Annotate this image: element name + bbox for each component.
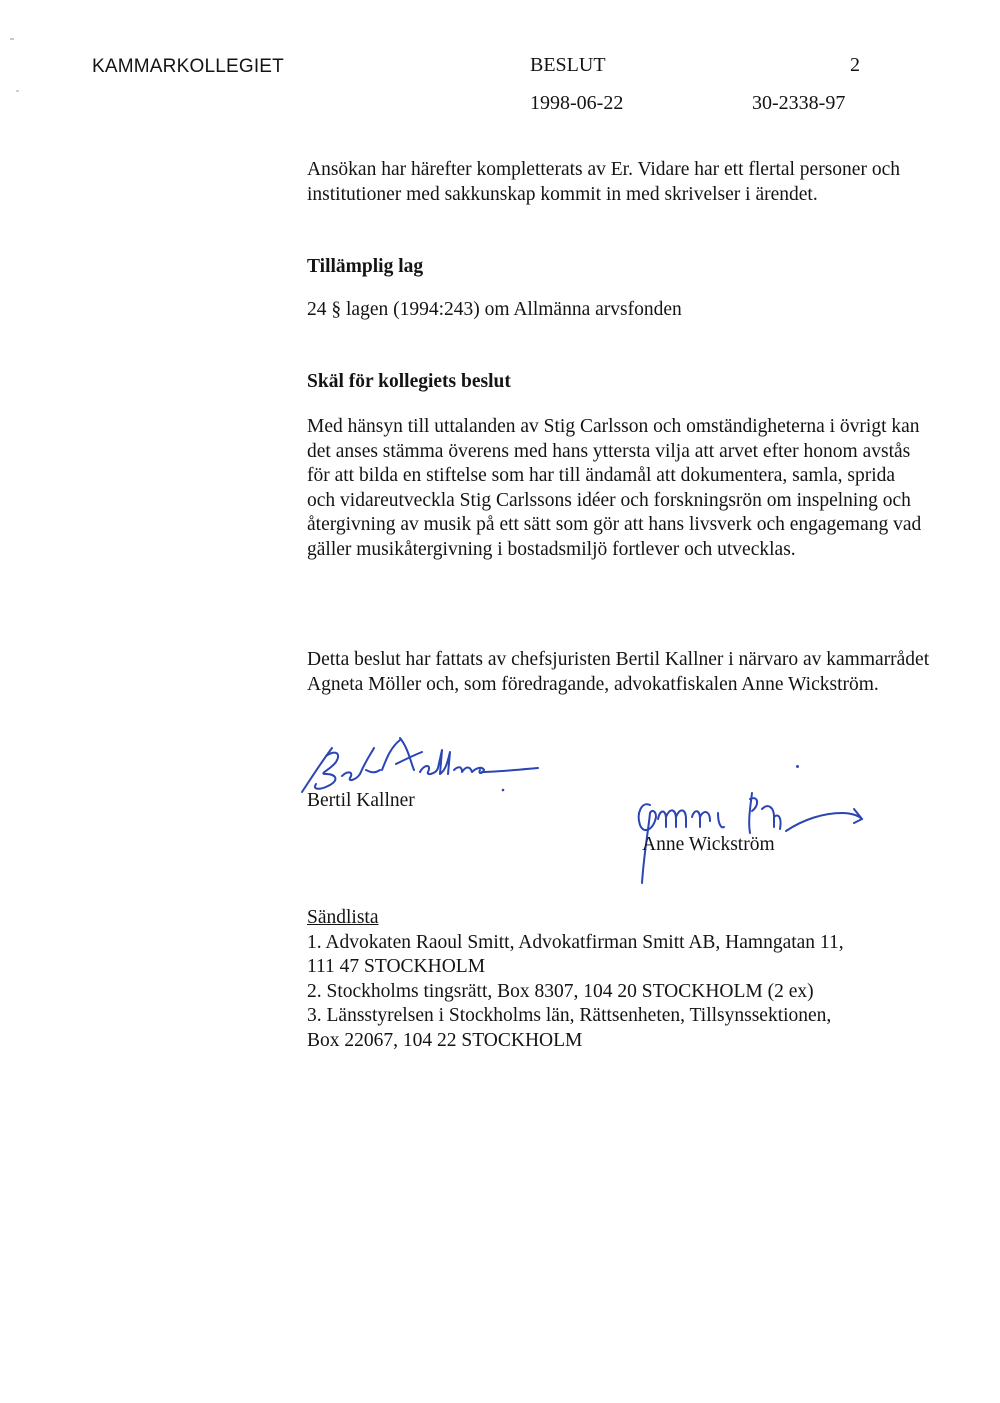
document-date: 1998-06-22 — [530, 92, 624, 114]
document-type: BESLUT — [530, 54, 606, 76]
scan-mark — [10, 38, 14, 40]
decision-note-paragraph: Detta beslut har fattats av chefsjuristen Bertil Kallner i närvaro av kammarrådet Agneta Möller och, som föredragande, advokatfiskalen Anne Wickström. — [307, 649, 930, 695]
organization-name: KAMMARKOLLEGIET — [92, 56, 284, 77]
section-heading-reasons: Skäl för kollegiets beslut — [307, 371, 511, 392]
send-list-title: Sändlista — [307, 907, 379, 928]
send-list — [307, 906, 947, 1053]
law-reference: 24 § lagen (1994:243) om Allmänna arvsfonden — [307, 299, 682, 320]
ink-dot — [796, 765, 799, 768]
section-heading-applicable-law: Tillämplig lag — [307, 256, 424, 277]
page-number: 2 — [850, 54, 860, 76]
intro-paragraph: Ansökan har härefter kompletterats av Er. Vidare har ett flertal personer och institutioner med sakkunskap kommit in med skrivelser i ärendet. — [307, 159, 900, 205]
send-list-item: 2. Stockholms tingsrätt, Box 8307, 104 20 STOCKHOLM (2 ex) — [307, 980, 814, 1002]
signer-name-bertil-kallner: Bertil Kallner — [307, 790, 415, 811]
reference-number: 30-2338-97 — [752, 92, 846, 114]
send-list-item: Box 22067, 104 22 STOCKHOLM — [307, 1029, 583, 1051]
send-list-item: 111 47 STOCKHOLM — [307, 956, 486, 977]
send-list-item: 3. Länsstyrelsen i Stockholms län, Rättsenheten, Tillsynssektionen, — [307, 1005, 832, 1026]
send-list-item: 1. Advokaten Raoul Smitt, Advokatfirman Smitt AB, Hamngatan 11, — [307, 931, 844, 953]
scan-mark — [16, 90, 19, 92]
reasons-paragraph: Med hänsyn till uttalanden av Stig Carlsson och omständigheterna i övrigt kan det anses stämma överens med hans yttersta vilja att arvet efter honom avstås för att bilda en stiftelse som har till ändamål att dokumentera, samla, sprida och vidareutveckla Stig Carlssons idéer och forskningsrön om inspelning och återgivning av musik på ett sätt som gör att hans livsverk och engagemang vad gäller musikåtergivning i bostadsmiljö fortlever och utvecklas. — [307, 416, 922, 560]
signer-name-anne-wickstrom: Anne Wickström — [642, 834, 775, 855]
